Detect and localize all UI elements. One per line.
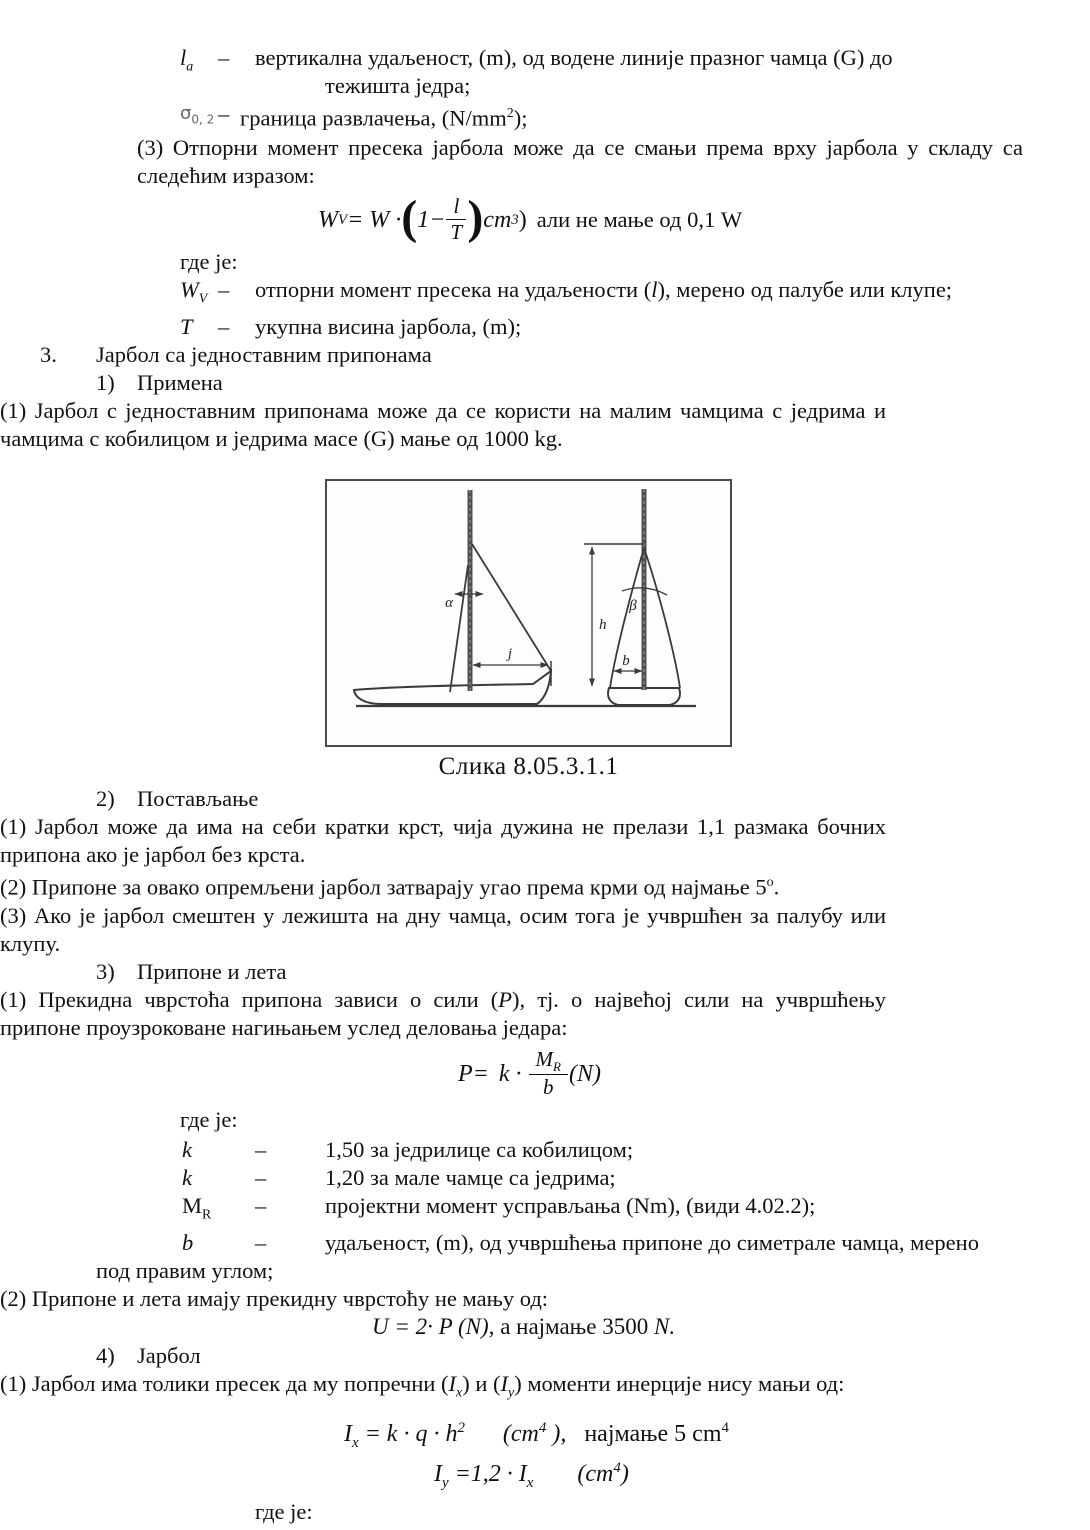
fraction-l-over-t: $\frac{l}{T}$ [446, 194, 466, 245]
figure-image [325, 479, 732, 747]
subsection-title: Припоне и лета [137, 958, 287, 984]
definition-dash: – [218, 314, 230, 340]
definition-text: граница развлачења, $(N/mm^2)$; [240, 105, 528, 131]
definition-term: T [180, 314, 193, 340]
paragraph-pripone-1: (1) Прекидна чврстоћа припона зависи о сили (P), тј. о највећој сили на учвршћењу припоне проузроковане нагињањем услед деловања једара: [0, 986, 886, 1040]
figure-caption: Слика 8.05.3.1.1 [438, 753, 619, 781]
definition-wrap-line: под правим углом; [96, 1258, 274, 1284]
definition-text: удаљеност, (m), од учвршћења припоне до симетрале чамца, мерено [325, 1230, 979, 1256]
subsection-number: 1) [96, 370, 115, 396]
paragraph-postavljanje-2: (2) Припоне за овако опремљени јарбол затварају угао према крми од најмање $5^о$. [0, 874, 780, 900]
j-label: j [507, 646, 513, 663]
formula-condition-text: али не мање од 0,1 W [536, 206, 743, 232]
paragraph-primena-1: (1) Јарбол с једноставним припонама може да се користи на малим чамцима с једрима и чамцима с кобилицом и једрима масе (G) мање од 1000 kg. [0, 398, 886, 452]
definition-row-k1 [182, 1136, 1090, 1164]
paragraph-jarbol-1: (1) Јарбол има толики пресек да му попречни $(I_x)$ и $(I_y)$ моменти инерције нису мањи од: [0, 1371, 845, 1401]
subsection-number: 3) [96, 958, 115, 984]
boats-diagram [327, 481, 730, 745]
fraction-mr-over-b: $\frac{M_R}{b}$ [529, 1047, 568, 1101]
right-shroud [644, 548, 680, 688]
formula-ix: $I_x = k \cdot q \cdot h^2$ ($cm^4$ ), најмање 5 $cm^4$ [344, 1419, 729, 1451]
definition-term: k [182, 1136, 192, 1162]
definition-row-sigma [180, 100, 1090, 134]
definition-dash: – [255, 1192, 267, 1218]
definition-dash: – [255, 1136, 267, 1162]
figure-container [325, 479, 732, 781]
definition-dash: – [255, 1164, 267, 1190]
paragraph-pripone-2: (2) Припоне и лета имају прекидну чврстоћу не мању од: [0, 1286, 549, 1312]
h-label: h [599, 617, 607, 634]
subsection-heading-4 [96, 1342, 1090, 1370]
definition-term: k [182, 1164, 192, 1190]
formula-p: P= k · $\frac{M_R}{b}$ (N) [458, 1046, 601, 1100]
definition-term: $W_V$ [180, 276, 208, 307]
definition-row-mr [182, 1192, 1090, 1230]
definition-row-wv [180, 276, 1090, 314]
where-label: где је: [255, 1498, 313, 1524]
definition-dash: – [218, 101, 230, 126]
paragraph-postavljanje-1: (1) Јарбол може да има на себи кратки крст, чија дужина не прелази 1,1 размака бочних припона ако је јарбол без крста. [0, 814, 886, 868]
definition-term: $\sigma_{0, 2}$ [180, 103, 215, 127]
b-label: b [622, 653, 630, 670]
subsection-title: Јарбол [137, 1343, 201, 1369]
definition-text: пројектни момент усправљања (Nm), (види 4.02.2); [325, 1192, 816, 1218]
subsection-heading-3 [96, 958, 1090, 986]
paragraph-otporni-moment: (3) Отпорни момент пресека јарбола може да се смањи према врху јарбола у складу са следећим изразом: [137, 134, 1023, 188]
definition-row-b [182, 1229, 1090, 1257]
definition-dash: – [218, 45, 230, 70]
section-heading-3 [40, 341, 1090, 369]
definition-row-k2 [182, 1164, 1090, 1192]
definition-text: отпорни момент пресека на удаљености (l), мерено од палубе или клупе; [255, 276, 953, 302]
definition-dash: – [255, 1230, 267, 1256]
where-label: где је: [180, 1106, 238, 1132]
open-paren: ( [401, 190, 418, 244]
stay-line [450, 565, 468, 692]
section-number: 3. [40, 342, 57, 368]
definition-term: $l_a$ [180, 45, 194, 75]
beta-label: β [629, 598, 637, 615]
subsection-title: Примена [137, 370, 223, 396]
subsection-heading-1 [96, 369, 1090, 397]
formula-u: U = 2· P (N), а најмање 3500 N. [372, 1314, 676, 1340]
definition-text: 1,20 за мале чамце са једрима; [325, 1164, 616, 1190]
where-label: где је: [180, 248, 238, 274]
subsection-number: 4) [96, 1343, 115, 1369]
subsection-heading-2 [96, 785, 1090, 813]
definition-text: вертикална удаљеност, (m), од водене линије празног чамца (G) до тежишта једра; [255, 45, 893, 98]
right-hull [608, 688, 680, 705]
definition-dash: – [218, 276, 230, 302]
alpha-label: α [445, 595, 453, 612]
formula-iy: $I_y =1,2 \cdot I_x$ $(cm^4)$ [434, 1459, 629, 1491]
definition-term: b [182, 1230, 194, 1256]
formula-wv: W V = W · ( 1− $\frac{l}{T}$ ) cm 3 ) али не мање од 0,1 W [318, 190, 743, 245]
section-title: Јарбол са једноставним припонама [96, 342, 432, 368]
subsection-title: Постављање [137, 786, 259, 812]
close-paren: ) [467, 190, 484, 244]
definition-term: $M_R$ [182, 1192, 212, 1223]
subsection-number: 2) [96, 786, 115, 812]
definition-text: 1,50 за једрилице са кобилицом; [325, 1136, 634, 1162]
definition-row-t [180, 313, 1090, 341]
paragraph-postavljanje-3: (3) Ако је јарбол смештен у лежишта на дну чамца, осим тога је учвршћен за палубу или клупу. [0, 902, 886, 956]
definition-row-la [180, 44, 1090, 100]
definition-text: укупна висина јарбола, (m); [255, 314, 522, 340]
